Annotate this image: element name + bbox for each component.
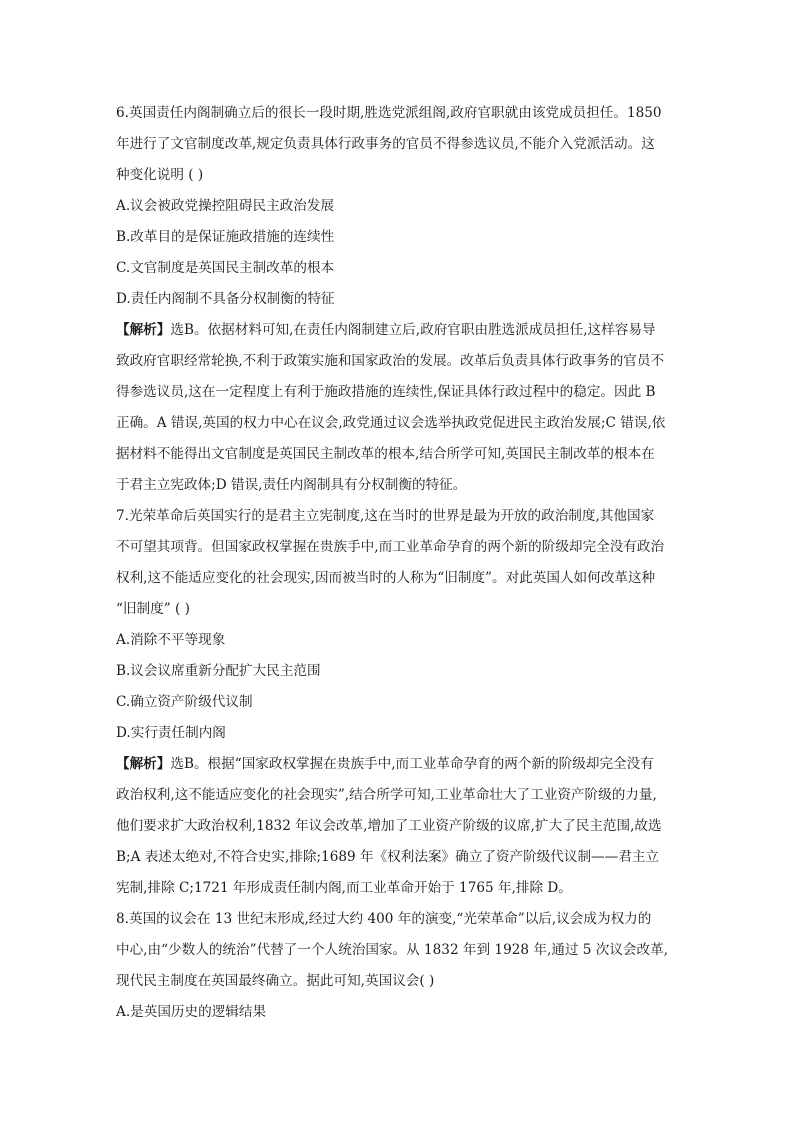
- question-6: [116, 98, 684, 501]
- question-7-option-a: A.消除不平等现象: [116, 632, 226, 648]
- question-6-stem-line: 6.英国责任内阁制确立后的很长一段时期,胜选党派组阁,政府官职就由该党成员担任。1850: [116, 105, 662, 121]
- question-8-stem-line: 现代民主制度在英国最终确立。据此可知,英国议会( ): [116, 973, 435, 989]
- question-7-stem-line: “旧制度” ( ): [116, 601, 190, 617]
- question-7-analysis-line: 政治权利,这不能适应变化的社会现实”,结合所学可知,工业革命壮大了工业资产阶级的力量,: [116, 787, 657, 803]
- question-6-analysis-line: 得参选议员,这在一定程度上有利于施政措施的连续性,保证具体行政过程中的稳定。因此 B: [116, 384, 656, 400]
- question-6-analysis-line: 正确。A 错误,英国的权力中心在议会,政党通过议会选举执政党促进民主政治发展;C 错误,依: [116, 415, 666, 431]
- question-6-analysis-line: [116, 315, 684, 346]
- question-7-analysis-line: 宪制,排除 C;1721 年形成责任制内阁,而工业革命开始于 1765 年,排除 D。: [116, 880, 572, 896]
- document-page: [116, 98, 684, 1028]
- question-7-option-c: C.确立资产阶级代议制: [116, 694, 253, 710]
- question-6-option-a: A.议会被政党操控阻碍民主政治发展: [116, 198, 335, 214]
- analysis-tag: 【解析】: [116, 756, 171, 772]
- question-7-option-b: B.议会议席重新分配扩大民主范围: [116, 663, 321, 679]
- question-7-stem-line: 7.光荣革命后英国实行的是君主立宪制度,这在当时的世界是最为开放的政治制度,其他国家: [116, 508, 655, 524]
- question-7-option-d: D.实行责任制内阁: [116, 725, 226, 741]
- analysis-text: 选B。依据材料可知,在责任内阁制建立后,政府官职由胜选派成员担任,这样容易导: [170, 322, 656, 338]
- question-7-stem-line: 不可望其项背。但国家政权掌握在贵族手中,而工业革命孕育的两个新的阶级却完全没有政治: [116, 539, 665, 555]
- question-6-option-c: C.文官制度是英国民主制改革的根本: [116, 260, 335, 276]
- question-7-analysis-line: [116, 749, 684, 780]
- question-6-stem-line: 年进行了文官制度改革,规定负责具体行政事务的官员不得参选议员,不能介入党派活动。这: [116, 136, 655, 152]
- question-6-option-b: B.改革目的是保证施政措施的连续性: [116, 229, 335, 245]
- question-8-option-a: A.是英国历史的逻辑结果: [116, 1004, 267, 1020]
- question-7: [116, 501, 684, 904]
- question-7-analysis-line: 他们要求扩大政治权利,1832 年议会改革,增加了工业资产阶级的议席,扩大了民主范围,故选: [116, 818, 662, 834]
- question-6-analysis-line: 据材料不能得出文官制度是英国民主制改革的根本,结合所学可知,英国民主制改革的根本在: [116, 446, 655, 462]
- analysis-text: 选B。根据“国家政权掌握在贵族手中,而工业革命孕育的两个新的阶级却完全没有: [170, 756, 654, 772]
- question-6-option-d: D.责任内阁制不具备分权制衡的特征: [116, 291, 335, 307]
- analysis-tag: 【解析】: [116, 322, 171, 338]
- question-6-analysis-line: 于君主立宪政体;D 错误,责任内阁制具有分权制衡的特征。: [116, 477, 467, 493]
- question-6-stem-line: 种变化说明 ( ): [116, 167, 204, 183]
- question-8: [116, 904, 684, 1028]
- question-7-stem-line: 权利,这不能适应变化的社会现实,因而被当时的人称为“旧制度”。对此英国人如何改革这种: [116, 570, 656, 586]
- question-8-stem-line: 中心,由“少数人的统治”代替了一个人统治国家。从 1832 年到 1928 年,通过 5 次议会改革,: [116, 942, 669, 958]
- question-6-analysis-line: 致政府官职经常轮换,不利于政策实施和国家政治的发展。改革后负责具体行政事务的官员不: [116, 353, 665, 369]
- question-7-analysis-line: B;A 表述太绝对,不符合史实,排除;1689 年《权利法案》确立了资产阶级代议制——君主立: [116, 849, 660, 865]
- question-8-stem-line: 8.英国的议会在 13 世纪末形成,经过大约 400 年的演变,“光荣革命”以后,议会成为权力的: [116, 911, 652, 927]
